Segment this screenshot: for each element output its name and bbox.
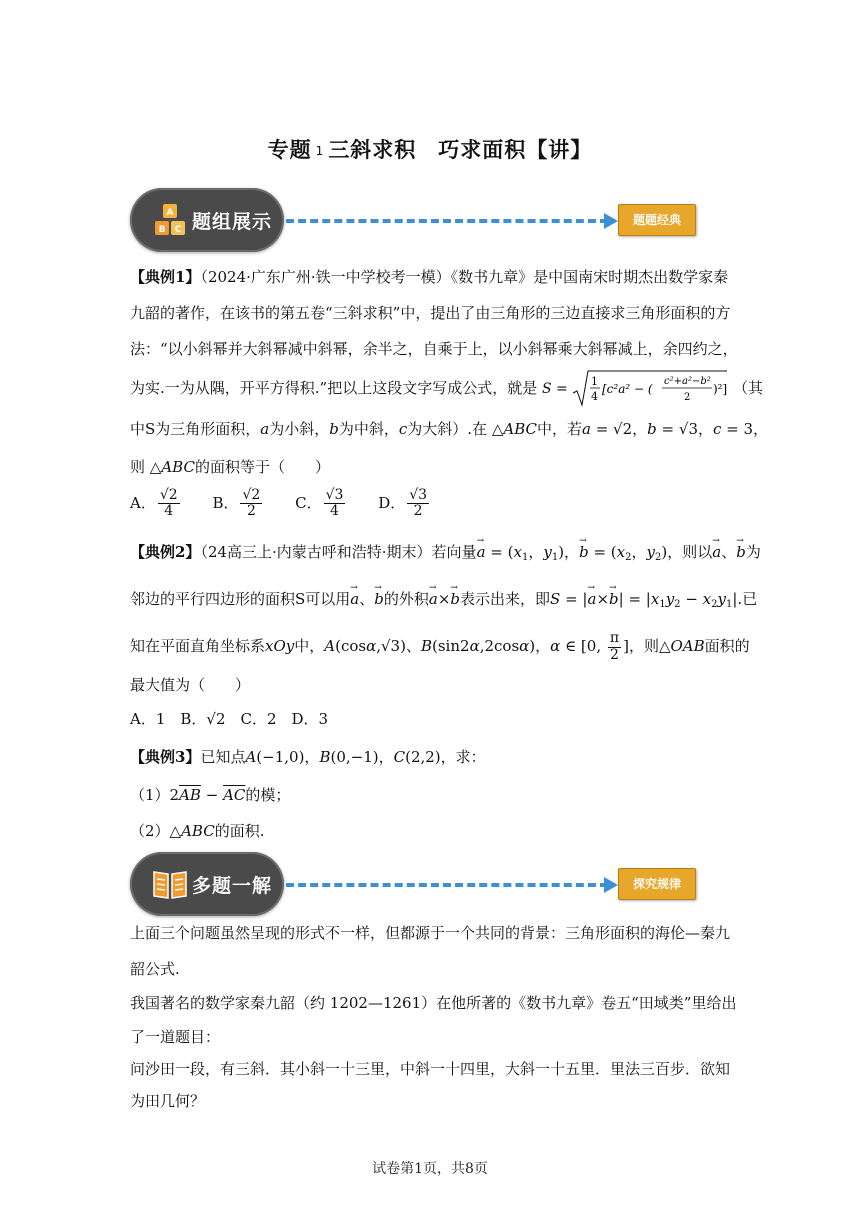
ex3-text: 已知点 — [200, 748, 246, 766]
ex3-line1: 【典例3】已知点A(−1,0)，B(0,−1)，C(2,2)，求： — [130, 748, 486, 766]
svg-text:C: C — [174, 225, 182, 235]
ex1-text: 中S为三角形面积， — [130, 420, 261, 438]
banner-label: 多题一解 — [192, 875, 273, 897]
ex3-text: （2） — [130, 822, 170, 840]
arrow-icon — [604, 213, 618, 229]
body-p1-line1: 上面三个问题虽然呈现的形式不一样，但都源于一个共同的背景：三角形面积的海伦—秦九 — [130, 924, 731, 942]
ex1-text: （2024·广东广州·铁一中学校考一模）《数书九章》是中国南宋时期杰出数学家秦 — [200, 268, 729, 286]
choice-b[interactable]: B． $\frac{√2}{2}$ — [212, 487, 261, 520]
ex2-text: 面积的 — [704, 637, 750, 655]
banner-tag: 探究规律 — [618, 868, 696, 900]
svg-text:A: A — [166, 208, 174, 218]
section-banner-multi-solution — [130, 852, 700, 916]
page-title — [0, 134, 860, 164]
svg-text:4: 4 — [591, 390, 599, 403]
body-p1-line2: 韶公式. — [130, 960, 180, 978]
formula-heron-qin: S = 1 4 [c²a² − ( c²+a²−b² 2 )²] — [542, 369, 728, 409]
ex1-text: （其 — [733, 379, 764, 397]
ex2-head: 【典例2】 — [130, 543, 201, 561]
svg-text:2: 2 — [684, 392, 691, 403]
arrow-icon — [604, 877, 618, 893]
svg-text:B: B — [158, 225, 166, 235]
ex1-text: 为大斜）.在 — [407, 420, 488, 438]
body-p2-line1: 我国著名的数学家秦九韶（约 1202—1261）在他所著的《数书九章》卷五“田域类”里给出 — [130, 994, 737, 1012]
body-p3-line1: 问沙田一段，有三斜．其小斜一十三里，中斜一十四里，大斜一十五里．里法三百步．欲知 — [130, 1060, 731, 1078]
ex1-line6: 则 △ABC的面积等于（ ） — [130, 458, 330, 476]
dashed-line — [286, 883, 608, 887]
ex3-head: 【典例3】 — [130, 748, 201, 766]
ex1-line3: 法：“以小斜幂并大斜幂减中斜幂，余半之，自乘于上，以小斜幂乘大斜幂减上，余四约之， — [130, 340, 738, 358]
banner-label: 题组展示 — [192, 211, 273, 233]
ex1-head: 【典例1】 — [130, 268, 201, 286]
svg-text:1: 1 — [591, 375, 599, 388]
ex1-choices — [130, 488, 431, 520]
ex1-line4 — [130, 368, 764, 409]
ex2-line4: 最大值为（ ） — [130, 676, 251, 694]
ex1-text: 为中斜， — [338, 420, 399, 438]
ex2-text: 邻边的平行四边形的面积S可以用 — [130, 590, 351, 608]
ex2-line1: 【典例2】（24高三上·内蒙古呼和浩特·期末）若向量→ $a = (x_1$，$y_1$)，→ $b = (x_2$，$y_2$)，则以→ a、→ b为 — [130, 535, 734, 575]
banner-tag: 题题经典 — [618, 204, 696, 236]
ex3-text: ，求： — [440, 748, 486, 766]
ex1-text: 为实.一为从隅，开平方得积.”把以上这段文字写成公式，就是 — [130, 379, 538, 397]
ex2-text: 为 — [745, 543, 761, 561]
dashed-line — [286, 219, 608, 223]
ex1-line2: 九韶的著作，在该书的第五卷“三斜求积”中，提出了由三角形的三边直接求三角形面积的方 — [130, 304, 731, 322]
ex1-text: 的面积等于（ ） — [194, 458, 330, 476]
choice-c[interactable]: C． $\frac{√3}{4}$ — [295, 487, 344, 520]
svg-text:[c²a² − (: [c²a² − ( — [602, 382, 653, 396]
ex1-text: 中，若 — [536, 420, 582, 438]
banner-pill — [130, 188, 284, 252]
choice-a[interactable]: A． $\frac{√2}{4}$ — [130, 487, 178, 520]
ex2-line3: 知在平面直角坐标系xOy中，A(cosα,√3)、B(sin2α,2cosα)，α ∈ [0, $\frac{\pi}{2}$ ]，则△OAB面积的 — [130, 630, 750, 663]
title-number: 1 — [315, 144, 325, 158]
title-text: 三斜求积 巧求面积【讲】 — [328, 138, 593, 162]
ex2-text: .已 — [737, 590, 758, 608]
ex1-text: 则 — [130, 458, 146, 476]
ex2-line2: 邻边的平行四边形的面积S可以用→ a、→ b的外积→ a×→ b表示出来，即S = |→ $a\times\to b| = |x_1y_2 - x_2y_1|$.已 — [130, 582, 734, 622]
ex2-text: ，则以 — [667, 543, 713, 561]
abc-blocks-icon — [152, 202, 188, 238]
ex3-text: 的模； — [245, 786, 291, 804]
ex2-text: 中， — [294, 637, 325, 655]
ex3-q1: $(1)2\overline{AB} - \overline{AC}$的模； — [130, 786, 291, 804]
ex2-text: 表示出来，即 — [460, 590, 551, 608]
ex2-choices: A．1 B．√2 C．2 D．3 — [130, 710, 329, 728]
section-banner-group-display — [130, 188, 700, 252]
ex2-text: 知在平面直角坐标系 — [130, 637, 266, 655]
choice-d[interactable]: D． $\frac{√3}{2}$ — [378, 487, 428, 520]
title-prefix: 专题 — [267, 138, 312, 162]
ex1-text: 为小斜， — [269, 420, 330, 438]
ex3-text: 的面积. — [214, 822, 265, 840]
ex2-text: （24高三上·内蒙古呼和浩特·期末）若向量 — [200, 543, 477, 561]
body-p2-line2: 了一道题目： — [130, 1028, 221, 1046]
svg-text:)²]: )²] — [713, 382, 728, 396]
ex2-text: ，则 — [628, 637, 659, 655]
ex1-line1 — [130, 260, 734, 294]
svg-text:c²+a²−b²: c²+a²−b² — [664, 376, 711, 387]
ex3-text: （1） — [130, 786, 170, 804]
body-p3-line2: 为田几何？ — [130, 1092, 206, 1110]
open-book-icon — [152, 866, 188, 902]
banner-pill — [130, 852, 284, 916]
page-footer: 试卷第1页，共8页 — [372, 1161, 488, 1177]
formula-radical — [572, 369, 728, 409]
ex1-line5: 中S为三角形面积，a为小斜，b为中斜，c为大斜）.在 △ABC中，若a = √2，b = √3，c = 3， — [130, 420, 769, 438]
ex3-q2: （2）△ABC的面积. — [130, 822, 265, 840]
ex2-text: 的外积 — [383, 590, 429, 608]
